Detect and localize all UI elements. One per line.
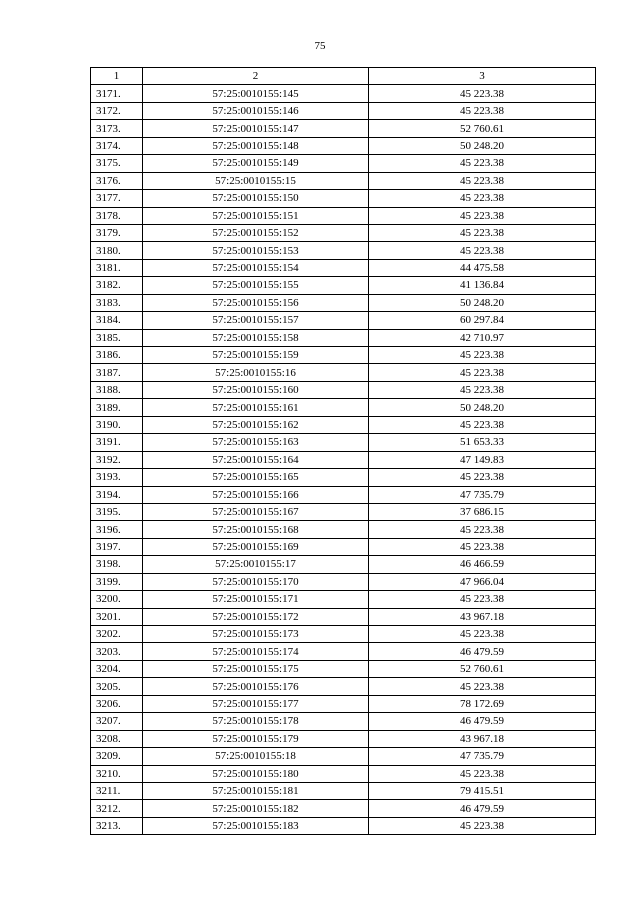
cadastral-number-cell: 57:25:0010155:149 xyxy=(143,155,369,172)
value-cell: 46 479.59 xyxy=(369,713,596,730)
table-body xyxy=(91,85,596,835)
header-row xyxy=(91,68,596,85)
row-number-cell: 3188. xyxy=(91,381,143,398)
row-number-cell: 3204. xyxy=(91,660,143,677)
cadastral-number-cell: 57:25:0010155:168 xyxy=(143,521,369,538)
row-number-cell: 3175. xyxy=(91,155,143,172)
value-cell: 45 223.38 xyxy=(369,817,596,834)
value-cell: 42 710.97 xyxy=(369,329,596,346)
table-row xyxy=(91,242,596,259)
row-number-cell: 3187. xyxy=(91,364,143,381)
cadastral-number-cell: 57:25:0010155:153 xyxy=(143,242,369,259)
row-number-cell: 3181. xyxy=(91,259,143,276)
value-cell: 43 967.18 xyxy=(369,608,596,625)
value-cell: 47 149.83 xyxy=(369,451,596,468)
row-number-cell: 3183. xyxy=(91,294,143,311)
value-cell: 51 653.33 xyxy=(369,434,596,451)
value-cell: 45 223.38 xyxy=(369,155,596,172)
row-number-cell: 3212. xyxy=(91,800,143,817)
value-cell: 46 479.59 xyxy=(369,643,596,660)
row-number-cell: 3213. xyxy=(91,817,143,834)
row-number-cell: 3173. xyxy=(91,120,143,137)
cadastral-number-cell: 57:25:0010155:145 xyxy=(143,85,369,102)
value-cell: 45 223.38 xyxy=(369,224,596,241)
table-row xyxy=(91,207,596,224)
table-header xyxy=(91,68,596,85)
cadastral-number-cell: 57:25:0010155:181 xyxy=(143,782,369,799)
cadastral-number-cell: 57:25:0010155:15 xyxy=(143,172,369,189)
row-number-cell: 3172. xyxy=(91,102,143,119)
cadastral-number-cell: 57:25:0010155:171 xyxy=(143,591,369,608)
table-row xyxy=(91,626,596,643)
table-row xyxy=(91,817,596,834)
row-number-cell: 3190. xyxy=(91,416,143,433)
row-number-cell: 3180. xyxy=(91,242,143,259)
table-row xyxy=(91,155,596,172)
value-cell: 45 223.38 xyxy=(369,678,596,695)
row-number-cell: 3202. xyxy=(91,626,143,643)
cadastral-number-cell: 57:25:0010155:146 xyxy=(143,102,369,119)
table-row xyxy=(91,713,596,730)
table-row xyxy=(91,347,596,364)
table-row xyxy=(91,294,596,311)
table-row xyxy=(91,120,596,137)
value-cell: 45 223.38 xyxy=(369,85,596,102)
cadastral-number-cell: 57:25:0010155:180 xyxy=(143,765,369,782)
table-row xyxy=(91,591,596,608)
cadastral-number-cell: 57:25:0010155:167 xyxy=(143,503,369,520)
cadastral-number-cell: 57:25:0010155:156 xyxy=(143,294,369,311)
table-row xyxy=(91,364,596,381)
table-row xyxy=(91,469,596,486)
value-cell: 45 223.38 xyxy=(369,190,596,207)
value-cell: 41 136.84 xyxy=(369,277,596,294)
table-row xyxy=(91,503,596,520)
cadastral-number-cell: 57:25:0010155:157 xyxy=(143,312,369,329)
value-cell: 50 248.20 xyxy=(369,137,596,154)
table-row xyxy=(91,521,596,538)
table-row xyxy=(91,678,596,695)
value-cell: 50 248.20 xyxy=(369,399,596,416)
table-row xyxy=(91,660,596,677)
value-cell: 45 223.38 xyxy=(369,469,596,486)
row-number-cell: 3200. xyxy=(91,591,143,608)
table-row xyxy=(91,399,596,416)
row-number-cell: 3210. xyxy=(91,765,143,782)
cadastral-number-cell: 57:25:0010155:183 xyxy=(143,817,369,834)
table-row xyxy=(91,277,596,294)
cadastral-number-cell: 57:25:0010155:17 xyxy=(143,556,369,573)
cadastral-number-cell: 57:25:0010155:179 xyxy=(143,730,369,747)
row-number-cell: 3185. xyxy=(91,329,143,346)
row-number-cell: 3189. xyxy=(91,399,143,416)
table-row xyxy=(91,172,596,189)
cadastral-number-cell: 57:25:0010155:16 xyxy=(143,364,369,381)
header-cell-3: 3 xyxy=(369,68,596,85)
cadastral-number-cell: 57:25:0010155:152 xyxy=(143,224,369,241)
table-row xyxy=(91,451,596,468)
value-cell: 45 223.38 xyxy=(369,102,596,119)
table-row xyxy=(91,224,596,241)
value-cell: 45 223.38 xyxy=(369,765,596,782)
value-cell: 60 297.84 xyxy=(369,312,596,329)
value-cell: 47 966.04 xyxy=(369,573,596,590)
table-row xyxy=(91,730,596,747)
row-number-cell: 3193. xyxy=(91,469,143,486)
cadastral-number-cell: 57:25:0010155:173 xyxy=(143,626,369,643)
cadastral-number-cell: 57:25:0010155:166 xyxy=(143,486,369,503)
value-cell: 78 172.69 xyxy=(369,695,596,712)
row-number-cell: 3205. xyxy=(91,678,143,695)
cadastral-number-cell: 57:25:0010155:172 xyxy=(143,608,369,625)
table-row xyxy=(91,800,596,817)
table-row xyxy=(91,608,596,625)
table-row xyxy=(91,381,596,398)
row-number-cell: 3199. xyxy=(91,573,143,590)
row-number-cell: 3177. xyxy=(91,190,143,207)
value-cell: 45 223.38 xyxy=(369,347,596,364)
value-cell: 52 760.61 xyxy=(369,660,596,677)
cadastral-number-cell: 57:25:0010155:177 xyxy=(143,695,369,712)
row-number-cell: 3192. xyxy=(91,451,143,468)
value-cell: 45 223.38 xyxy=(369,364,596,381)
value-cell: 45 223.38 xyxy=(369,521,596,538)
cadastral-number-cell: 57:25:0010155:158 xyxy=(143,329,369,346)
row-number-cell: 3171. xyxy=(91,85,143,102)
row-number-cell: 3194. xyxy=(91,486,143,503)
table-row xyxy=(91,765,596,782)
row-number-cell: 3207. xyxy=(91,713,143,730)
cadastral-number-cell: 57:25:0010155:163 xyxy=(143,434,369,451)
value-cell: 79 415.51 xyxy=(369,782,596,799)
table-row xyxy=(91,748,596,765)
cadastral-number-cell: 57:25:0010155:175 xyxy=(143,660,369,677)
table-row xyxy=(91,643,596,660)
value-cell: 47 735.79 xyxy=(369,486,596,503)
cadastral-number-cell: 57:25:0010155:164 xyxy=(143,451,369,468)
cadastral-number-cell: 57:25:0010155:174 xyxy=(143,643,369,660)
value-cell: 45 223.38 xyxy=(369,591,596,608)
cadastral-number-cell: 57:25:0010155:176 xyxy=(143,678,369,695)
cadastral-table xyxy=(90,67,596,835)
row-number-cell: 3196. xyxy=(91,521,143,538)
row-number-cell: 3179. xyxy=(91,224,143,241)
value-cell: 45 223.38 xyxy=(369,416,596,433)
row-number-cell: 3197. xyxy=(91,538,143,555)
value-cell: 46 466.59 xyxy=(369,556,596,573)
table-row xyxy=(91,434,596,451)
row-number-cell: 3174. xyxy=(91,137,143,154)
value-cell: 45 223.38 xyxy=(369,207,596,224)
cadastral-number-cell: 57:25:0010155:147 xyxy=(143,120,369,137)
value-cell: 50 248.20 xyxy=(369,294,596,311)
cadastral-number-cell: 57:25:0010155:170 xyxy=(143,573,369,590)
row-number-cell: 3209. xyxy=(91,748,143,765)
value-cell: 45 223.38 xyxy=(369,242,596,259)
value-cell: 45 223.38 xyxy=(369,381,596,398)
cadastral-number-cell: 57:25:0010155:169 xyxy=(143,538,369,555)
table-row xyxy=(91,329,596,346)
cadastral-number-cell: 57:25:0010155:159 xyxy=(143,347,369,364)
table-row xyxy=(91,695,596,712)
cadastral-number-cell: 57:25:0010155:165 xyxy=(143,469,369,486)
table-row xyxy=(91,259,596,276)
value-cell: 52 760.61 xyxy=(369,120,596,137)
cadastral-number-cell: 57:25:0010155:182 xyxy=(143,800,369,817)
value-cell: 44 475.58 xyxy=(369,259,596,276)
header-cell-2: 2 xyxy=(143,68,369,85)
value-cell: 47 735.79 xyxy=(369,748,596,765)
value-cell: 45 223.38 xyxy=(369,538,596,555)
cadastral-number-cell: 57:25:0010155:150 xyxy=(143,190,369,207)
page-number: 75 xyxy=(314,40,326,52)
table-row xyxy=(91,137,596,154)
table-row xyxy=(91,102,596,119)
table-row xyxy=(91,573,596,590)
row-number-cell: 3201. xyxy=(91,608,143,625)
cadastral-number-cell: 57:25:0010155:148 xyxy=(143,137,369,154)
row-number-cell: 3182. xyxy=(91,277,143,294)
cadastral-number-cell: 57:25:0010155:160 xyxy=(143,381,369,398)
cadastral-number-cell: 57:25:0010155:154 xyxy=(143,259,369,276)
cadastral-number-cell: 57:25:0010155:18 xyxy=(143,748,369,765)
row-number-cell: 3191. xyxy=(91,434,143,451)
table-row xyxy=(91,416,596,433)
table-row xyxy=(91,782,596,799)
table-row xyxy=(91,85,596,102)
row-number-cell: 3203. xyxy=(91,643,143,660)
row-number-cell: 3178. xyxy=(91,207,143,224)
cadastral-number-cell: 57:25:0010155:155 xyxy=(143,277,369,294)
row-number-cell: 3211. xyxy=(91,782,143,799)
value-cell: 43 967.18 xyxy=(369,730,596,747)
row-number-cell: 3208. xyxy=(91,730,143,747)
row-number-cell: 3184. xyxy=(91,312,143,329)
cadastral-number-cell: 57:25:0010155:151 xyxy=(143,207,369,224)
row-number-cell: 3176. xyxy=(91,172,143,189)
table-row xyxy=(91,486,596,503)
table-row xyxy=(91,556,596,573)
header-cell-1: 1 xyxy=(91,68,143,85)
row-number-cell: 3186. xyxy=(91,347,143,364)
value-cell: 46 479.59 xyxy=(369,800,596,817)
row-number-cell: 3198. xyxy=(91,556,143,573)
cadastral-number-cell: 57:25:0010155:161 xyxy=(143,399,369,416)
table-row xyxy=(91,190,596,207)
value-cell: 45 223.38 xyxy=(369,172,596,189)
cadastral-number-cell: 57:25:0010155:178 xyxy=(143,713,369,730)
value-cell: 37 686.15 xyxy=(369,503,596,520)
table-row xyxy=(91,312,596,329)
row-number-cell: 3206. xyxy=(91,695,143,712)
value-cell: 45 223.38 xyxy=(369,626,596,643)
row-number-cell: 3195. xyxy=(91,503,143,520)
table-row xyxy=(91,538,596,555)
cadastral-number-cell: 57:25:0010155:162 xyxy=(143,416,369,433)
